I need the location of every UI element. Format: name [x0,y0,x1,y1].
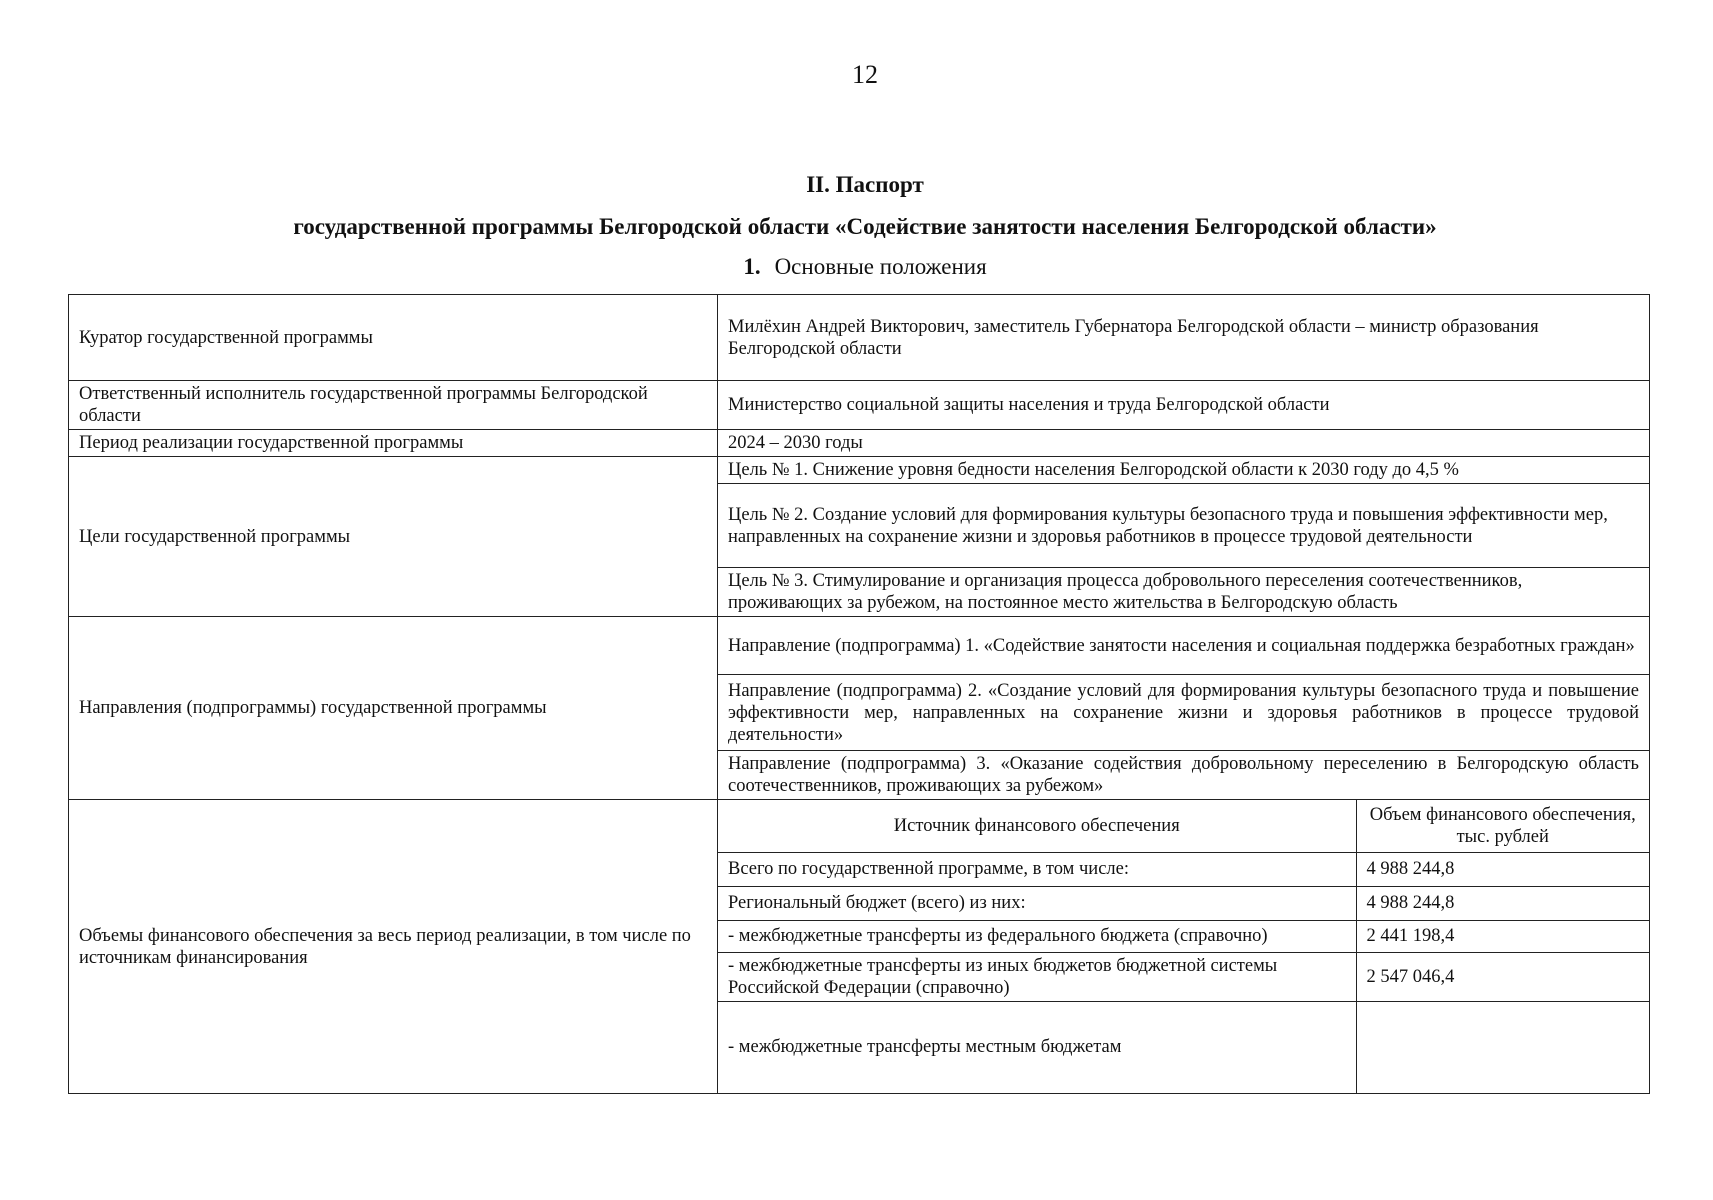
table-row-directions [69,617,1650,675]
financing-amount: 4 988 244,8 [1356,886,1649,920]
goal-item-3: Цель № 3. Стимулирование и организация процесса добровольного переселения соотечественников, проживающих за рубежом, на постоянное место жительства в Белгородскую область [718,568,1650,617]
passport-table [68,294,1650,1094]
curator-value: Милёхин Андрей Викторович, заместитель Губернатора Белгородской области – министр образования Белгородской области [718,295,1650,381]
table-row-period [69,430,1650,457]
financing-label: Объемы финансового обеспечения за весь период реализации, в том числе по источникам финансирования [69,800,718,1094]
direction-item-3: Направление (подпрограмма) 3. «Оказание содействия добровольному переселению в Белгородскую область соотечественников, проживающих за рубежом» [718,751,1650,800]
financing-amount: 2 547 046,4 [1356,952,1649,1001]
table-row-financing [69,800,1650,1094]
financing-amount [1356,1001,1649,1093]
document-title: II. Паспорт [806,172,924,197]
section-title: Основные положения [774,254,987,279]
executor-value: Министерство социальной защиты населения и труда Белгородской области [718,381,1650,430]
period-value: 2024 – 2030 годы [718,430,1650,457]
direction-item-1: Направление (подпрограмма) 1. «Содействие занятости населения и социальная поддержка безработных граждан» [718,617,1650,675]
goals-label: Цели государственной программы [69,457,718,617]
goal-item-2: Цель № 2. Создание условий для формирования культуры безопасного труда и повышения эффективности мер, направленных на сохранение жизни и здоровья работников в процессе трудовой деятельности [718,484,1650,568]
financing-amount: 2 441 198,4 [1356,920,1649,952]
curator-label: Куратор государственной программы [69,295,718,381]
table-row [718,886,1649,920]
financing-source: - межбюджетные трансферты из иных бюджетов бюджетной системы Российской Федерации (справочно) [718,952,1356,1001]
directions-label: Направления (подпрограммы) государственной программы [69,617,718,800]
table-row [718,952,1649,1001]
section-heading [0,254,1713,280]
table-row-curator [69,295,1650,381]
financing-source: Всего по государственной программе, в том числе: [718,852,1356,886]
table-row-goals [69,457,1650,484]
financing-source: Региональный бюджет (всего) из них: [718,886,1356,920]
financing-header-source: Источник финансового обеспечения [718,800,1356,852]
direction-item-2: Направление (подпрограмма) 2. «Создание условий для формирования культуры безопасного труда и повышение эффективности мер, направленных на сохранение жизни и здоровья работников в процессе трудовой деятельности» [718,675,1650,751]
goal-item-1: Цель № 1. Снижение уровня бедности населения Белгородской области к 2030 году до 4,5 % [718,457,1650,484]
financing-source: - межбюджетные трансферты местным бюджетам [718,1001,1356,1093]
financing-cell [718,800,1650,1094]
table-row [718,1001,1649,1093]
financing-source: - межбюджетные трансферты из федерального бюджета (справочно) [718,920,1356,952]
executor-label: Ответственный исполнитель государственной программы Белгородской области [69,381,718,430]
section-number: 1. [743,254,761,279]
financing-header-amount: Объем финансового обеспечения, тыс. рублей [1356,800,1649,852]
financing-amount: 4 988 244,8 [1356,852,1649,886]
document-subtitle: государственной программы Белгородской области «Содействие занятости населения Белгородской области» [293,214,1437,239]
table-row [718,852,1649,886]
financing-table [718,800,1649,1093]
period-label: Период реализации государственной программы [69,430,718,457]
table-row-executor [69,381,1650,430]
financing-header-row [718,800,1649,852]
page-number: 12 [852,60,878,89]
table-row [718,920,1649,952]
